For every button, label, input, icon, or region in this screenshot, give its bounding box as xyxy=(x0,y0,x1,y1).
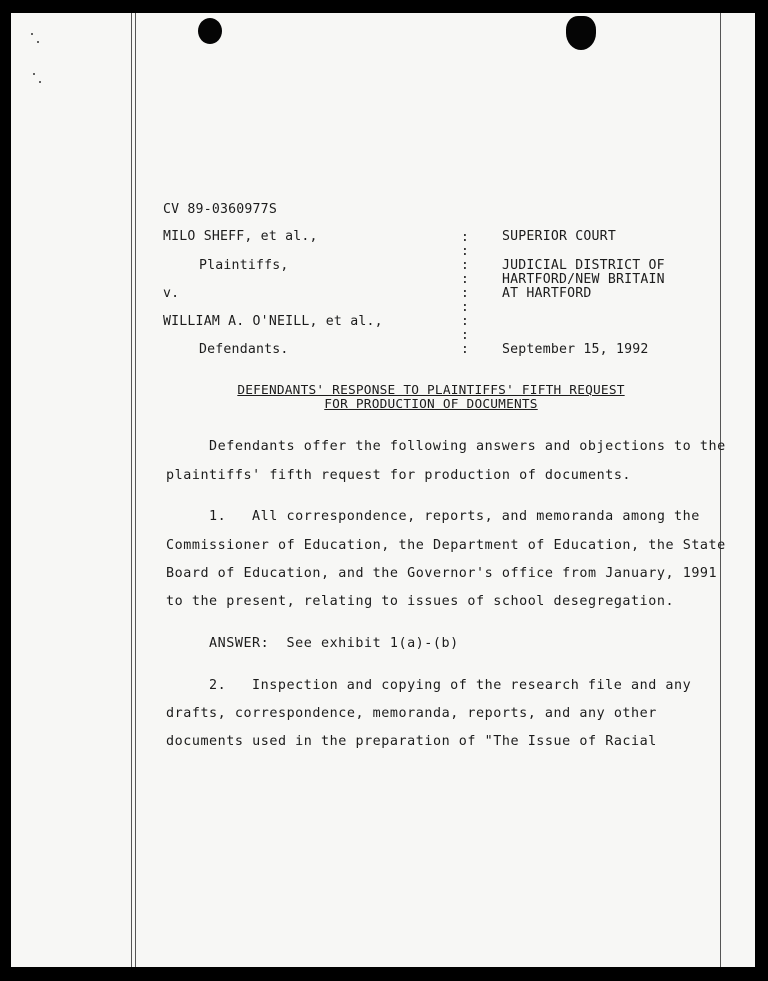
item2-line2: drafts, correspondence, memoranda, reports, and any other xyxy=(166,706,657,721)
document-title-line2: FOR PRODUCTION OF DOCUMENTS xyxy=(324,397,538,412)
item2-line1: 2. Inspection and copying of the research file and any xyxy=(209,678,692,693)
item1-line1: 1. All correspondence, reports, and memoranda among the xyxy=(209,509,700,524)
court-district-line3: AT HARTFORD xyxy=(502,286,592,301)
item1-line4: to the present, relating to issues of school desegregation. xyxy=(166,594,675,609)
court-district-line2: HARTFORD/NEW BRITAIN xyxy=(502,272,665,287)
court-district-line1: JUDICIAL DISTRICT OF xyxy=(502,258,665,273)
left-margin-rule-inner xyxy=(135,13,136,967)
plaintiff-name: MILO SHEFF, et al., xyxy=(163,229,318,244)
intro-line2: plaintiffs' fifth request for production of documents. xyxy=(166,468,632,483)
scan-speck xyxy=(31,33,33,35)
caption-separator: : xyxy=(461,258,469,273)
caption-separator: : xyxy=(461,230,469,245)
caption-separator: : xyxy=(461,314,469,329)
caption-separator: : xyxy=(461,244,469,259)
scan-speck xyxy=(37,41,39,43)
punch-hole-left xyxy=(198,18,222,44)
intro-line1: Defendants offer the following answers and objections to the xyxy=(209,439,726,454)
scan-speck xyxy=(33,73,35,75)
caption-separator: : xyxy=(461,328,469,343)
caption-separator: : xyxy=(461,286,469,301)
scan-speck xyxy=(39,81,41,83)
versus: v. xyxy=(163,286,180,301)
court-name: SUPERIOR COURT xyxy=(502,229,616,244)
plaintiff-role: Plaintiffs, xyxy=(199,258,289,273)
punch-hole-right xyxy=(566,16,596,50)
defendant-role: Defendants. xyxy=(199,342,289,357)
filing-date: September 15, 1992 xyxy=(502,342,649,357)
left-margin-rule xyxy=(131,13,132,967)
item2-line3: documents used in the preparation of "The Issue of Racial xyxy=(166,734,657,749)
document-page xyxy=(11,13,755,967)
caption-separator: : xyxy=(461,342,469,357)
answer1: ANSWER: See exhibit 1(a)-(b) xyxy=(209,636,459,651)
item1-line3: Board of Education, and the Governor's office from January, 1991 xyxy=(166,566,718,581)
item1-line2: Commissioner of Education, the Department of Education, the State xyxy=(166,538,726,553)
right-margin-rule xyxy=(720,13,721,967)
caption-separator: : xyxy=(461,300,469,315)
caption-separator: : xyxy=(461,272,469,287)
document-title-line1: DEFENDANTS' RESPONSE TO PLAINTIFFS' FIFTH REQUEST xyxy=(237,383,625,398)
defendant-name: WILLIAM A. O'NEILL, et al., xyxy=(163,314,383,329)
case-number: CV 89-0360977S xyxy=(163,202,277,217)
